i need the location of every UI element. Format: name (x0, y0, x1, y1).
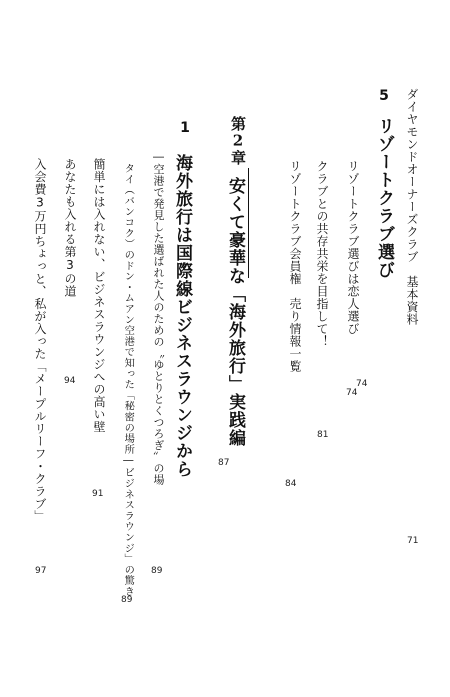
toc-page-number: 87 (218, 458, 230, 468)
toc-page-number: 94 (64, 376, 76, 386)
section-title-business-lounge: 海外旅行は国際線ビジネスラウンジから (172, 154, 192, 478)
toc-page-number: 81 (317, 430, 329, 440)
toc-entry-high-wall: 簡単には入れない、ビジネスラウンジへの高い壁 (92, 158, 106, 433)
section-number-1: 1 (177, 120, 193, 137)
section-title-resort-club: リゾートクラブ選び (374, 117, 394, 279)
toc-entry-membership-list: リゾートクラブ会員権 売り情報一覧 (288, 160, 302, 373)
toc-page-number: 74 (356, 379, 368, 389)
toc-entry-coexistence: クラブとの共存共栄を目指して！ (315, 160, 329, 348)
chapter-label-2: 第2章 (229, 116, 247, 166)
toc-entry-third-way: あなたも入れる第3の道 (63, 158, 77, 298)
toc-page-number: 89 (121, 595, 133, 605)
toc-entry-resort-club-choice: リゾートクラブ選びは恋人選び (346, 160, 360, 335)
toc-page-number: 71 (407, 536, 419, 546)
chapter-divider-line (248, 168, 249, 278)
section-number-5: 5 (376, 88, 392, 105)
toc-page-number: 97 (35, 566, 47, 576)
toc-entry-maple-leaf-club: 入会費3万円ちょっと、私が入った「メープルリーフ・クラブ」 (33, 158, 47, 523)
toc-entry-don-muang: タイ（バンコク）のドン・ムアン空港で知った「秘密の場所―ビジネスラウンジ」の驚き (122, 163, 135, 597)
chapter-title-overseas-travel: 安くて豪華な「海外旅行」実践編 (225, 177, 245, 447)
toc-page-number: 91 (92, 489, 104, 499)
toc-page-number: 84 (285, 479, 297, 489)
toc-entry-diamond-owners-club: ダイヤモンドオーナーズクラブ 基本資料 (405, 88, 419, 326)
section-subtitle: ―空港で発見した選ばれた人のための〝ゆとりとくつろぎ〟の場 (152, 150, 165, 486)
toc-page-number: 89 (151, 566, 163, 576)
toc-page-number: 74 (346, 388, 358, 398)
